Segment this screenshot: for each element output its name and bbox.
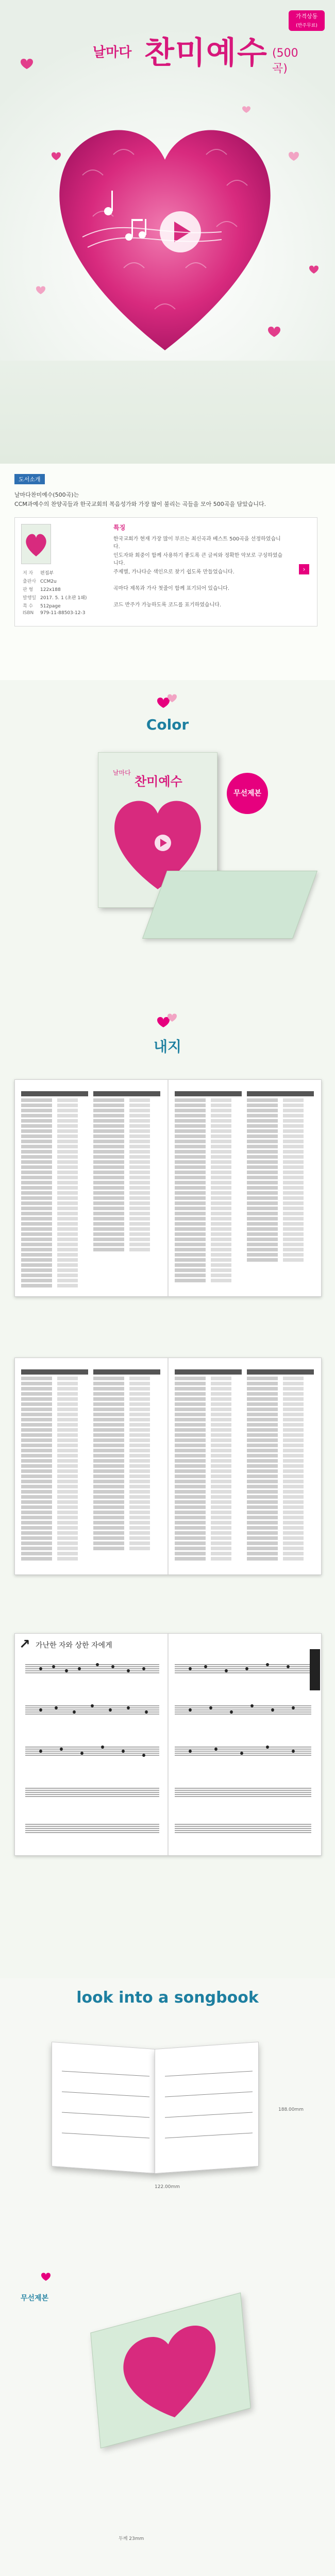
feature-bullet: 한국교회가 현재 가장 많이 부르는 최신곡과 베스트 500곡을 선정하였습니다. (113, 536, 281, 550)
sheet-music-spread (14, 1633, 322, 1856)
mini-heart-icon (22, 524, 51, 564)
feature-bullet: 곡마다 제목과 가사 첫줄이 함께 표기되어 있습니다. (113, 586, 230, 591)
music-staves (25, 1659, 314, 1850)
spec-label: 저 자 (23, 571, 34, 576)
info-line2: CCM과예수의 찬양곡들과 한국교회의 복음성가와 가장 많이 불리는 곡들을 모아 500곡을 담았습니다. (14, 501, 266, 507)
hero-title (77, 23, 298, 75)
cover-title-prefix: 날마다 (113, 769, 131, 776)
badge-line1: 가격상동 (295, 13, 318, 20)
spec-label: 출판사 (23, 579, 37, 584)
inner-pages-section (0, 989, 335, 1978)
song-number: ↗ (19, 1637, 30, 1652)
spec-row (23, 602, 61, 609)
info-tag: 도서소개 (14, 474, 45, 484)
index-spread-1 (14, 1079, 322, 1297)
spec-value: 편집부 (40, 571, 54, 576)
hero-ground (0, 361, 335, 464)
info-line1: 날마다찬미예수(500곡)는 (14, 492, 79, 498)
index-column (21, 1369, 88, 1562)
spec-label: 쪽 수 (23, 604, 34, 609)
spec-label: ISBN (23, 611, 34, 616)
spec-row (23, 586, 61, 592)
spec-value: 2017. 5. 1 (초판 1쇄) (40, 596, 87, 601)
index-column (93, 1369, 160, 1552)
feature-bullet: 코드 반주가 가능하도록 코드를 표기하였습니다. (113, 602, 222, 608)
sheet-title: 가난한 자와 상한 자에게 (36, 1641, 112, 1650)
spec-label: 발행일 (23, 596, 37, 601)
feature-bullet: 인도자와 회중이 함께 사용하기 좋도록 큰 글씨와 정확한 악보로 구성하였습니다. (113, 553, 283, 566)
index-column (175, 1369, 242, 1562)
height-dimension: 188.00mm (278, 2107, 304, 2112)
index-spread-2 (14, 1358, 322, 1575)
index-column (247, 1091, 314, 1263)
spec-row (23, 594, 87, 601)
hearts-icon (152, 1010, 183, 1036)
tab-marker (310, 1649, 320, 1690)
cover-title-main: 찬미예수 (135, 774, 182, 789)
side-arrow-icon: › (299, 564, 309, 574)
feature-title: 특징 (113, 524, 126, 531)
closed-book-heart-icon (91, 2293, 250, 2448)
title-prefix: 날마다 (93, 45, 132, 60)
feature-box (113, 523, 294, 621)
book-side-image (142, 871, 317, 939)
look-into-section (0, 1978, 335, 2576)
title-count: (500곡) (272, 47, 298, 75)
index-column (247, 1369, 314, 1562)
closed-book-image (90, 2293, 250, 2449)
feature-bullet: 주제별, 가나다순 색인으로 찾기 쉽도록 만들었습니다. (113, 569, 234, 575)
open-book-image (52, 2045, 268, 2179)
spec-value: 979-11-88503-12-3 (40, 611, 86, 616)
color-title: Color (146, 716, 189, 733)
spec-value: CCM2u (40, 579, 57, 584)
page-fold (167, 1080, 169, 1296)
index-column (21, 1091, 88, 1289)
book-info-section (0, 464, 335, 680)
open-book-staves (57, 2056, 263, 2159)
thickness-label: 두께 23mm (119, 2536, 144, 2541)
heart-illustration (52, 113, 278, 355)
color-section (0, 680, 335, 989)
index-column (93, 1091, 160, 1253)
page-fold (167, 1358, 169, 1574)
hearts-icon (36, 2267, 67, 2287)
spec-value: 122x188 (40, 587, 61, 592)
width-dimension: 122.00mm (155, 2184, 180, 2190)
index-column (175, 1091, 242, 1284)
hero-section (0, 0, 335, 464)
hearts-icon (152, 690, 183, 716)
spec-row (23, 611, 85, 616)
look-title: look into a songbook (76, 1989, 259, 2007)
spec-label: 판 형 (23, 587, 34, 592)
inner-title: 내지 (153, 1038, 182, 1055)
badge-line2: (반주무료) (296, 23, 317, 28)
mini-cover (21, 524, 51, 564)
price-badge (289, 10, 325, 31)
binding-label: 무선제본 (21, 2294, 49, 2302)
spec-value: 512page (40, 604, 61, 609)
title-main: 찬미예수 (144, 35, 268, 71)
binding-pill: 무선제본 (227, 773, 268, 814)
spec-row (23, 569, 54, 576)
spec-row (23, 578, 57, 584)
